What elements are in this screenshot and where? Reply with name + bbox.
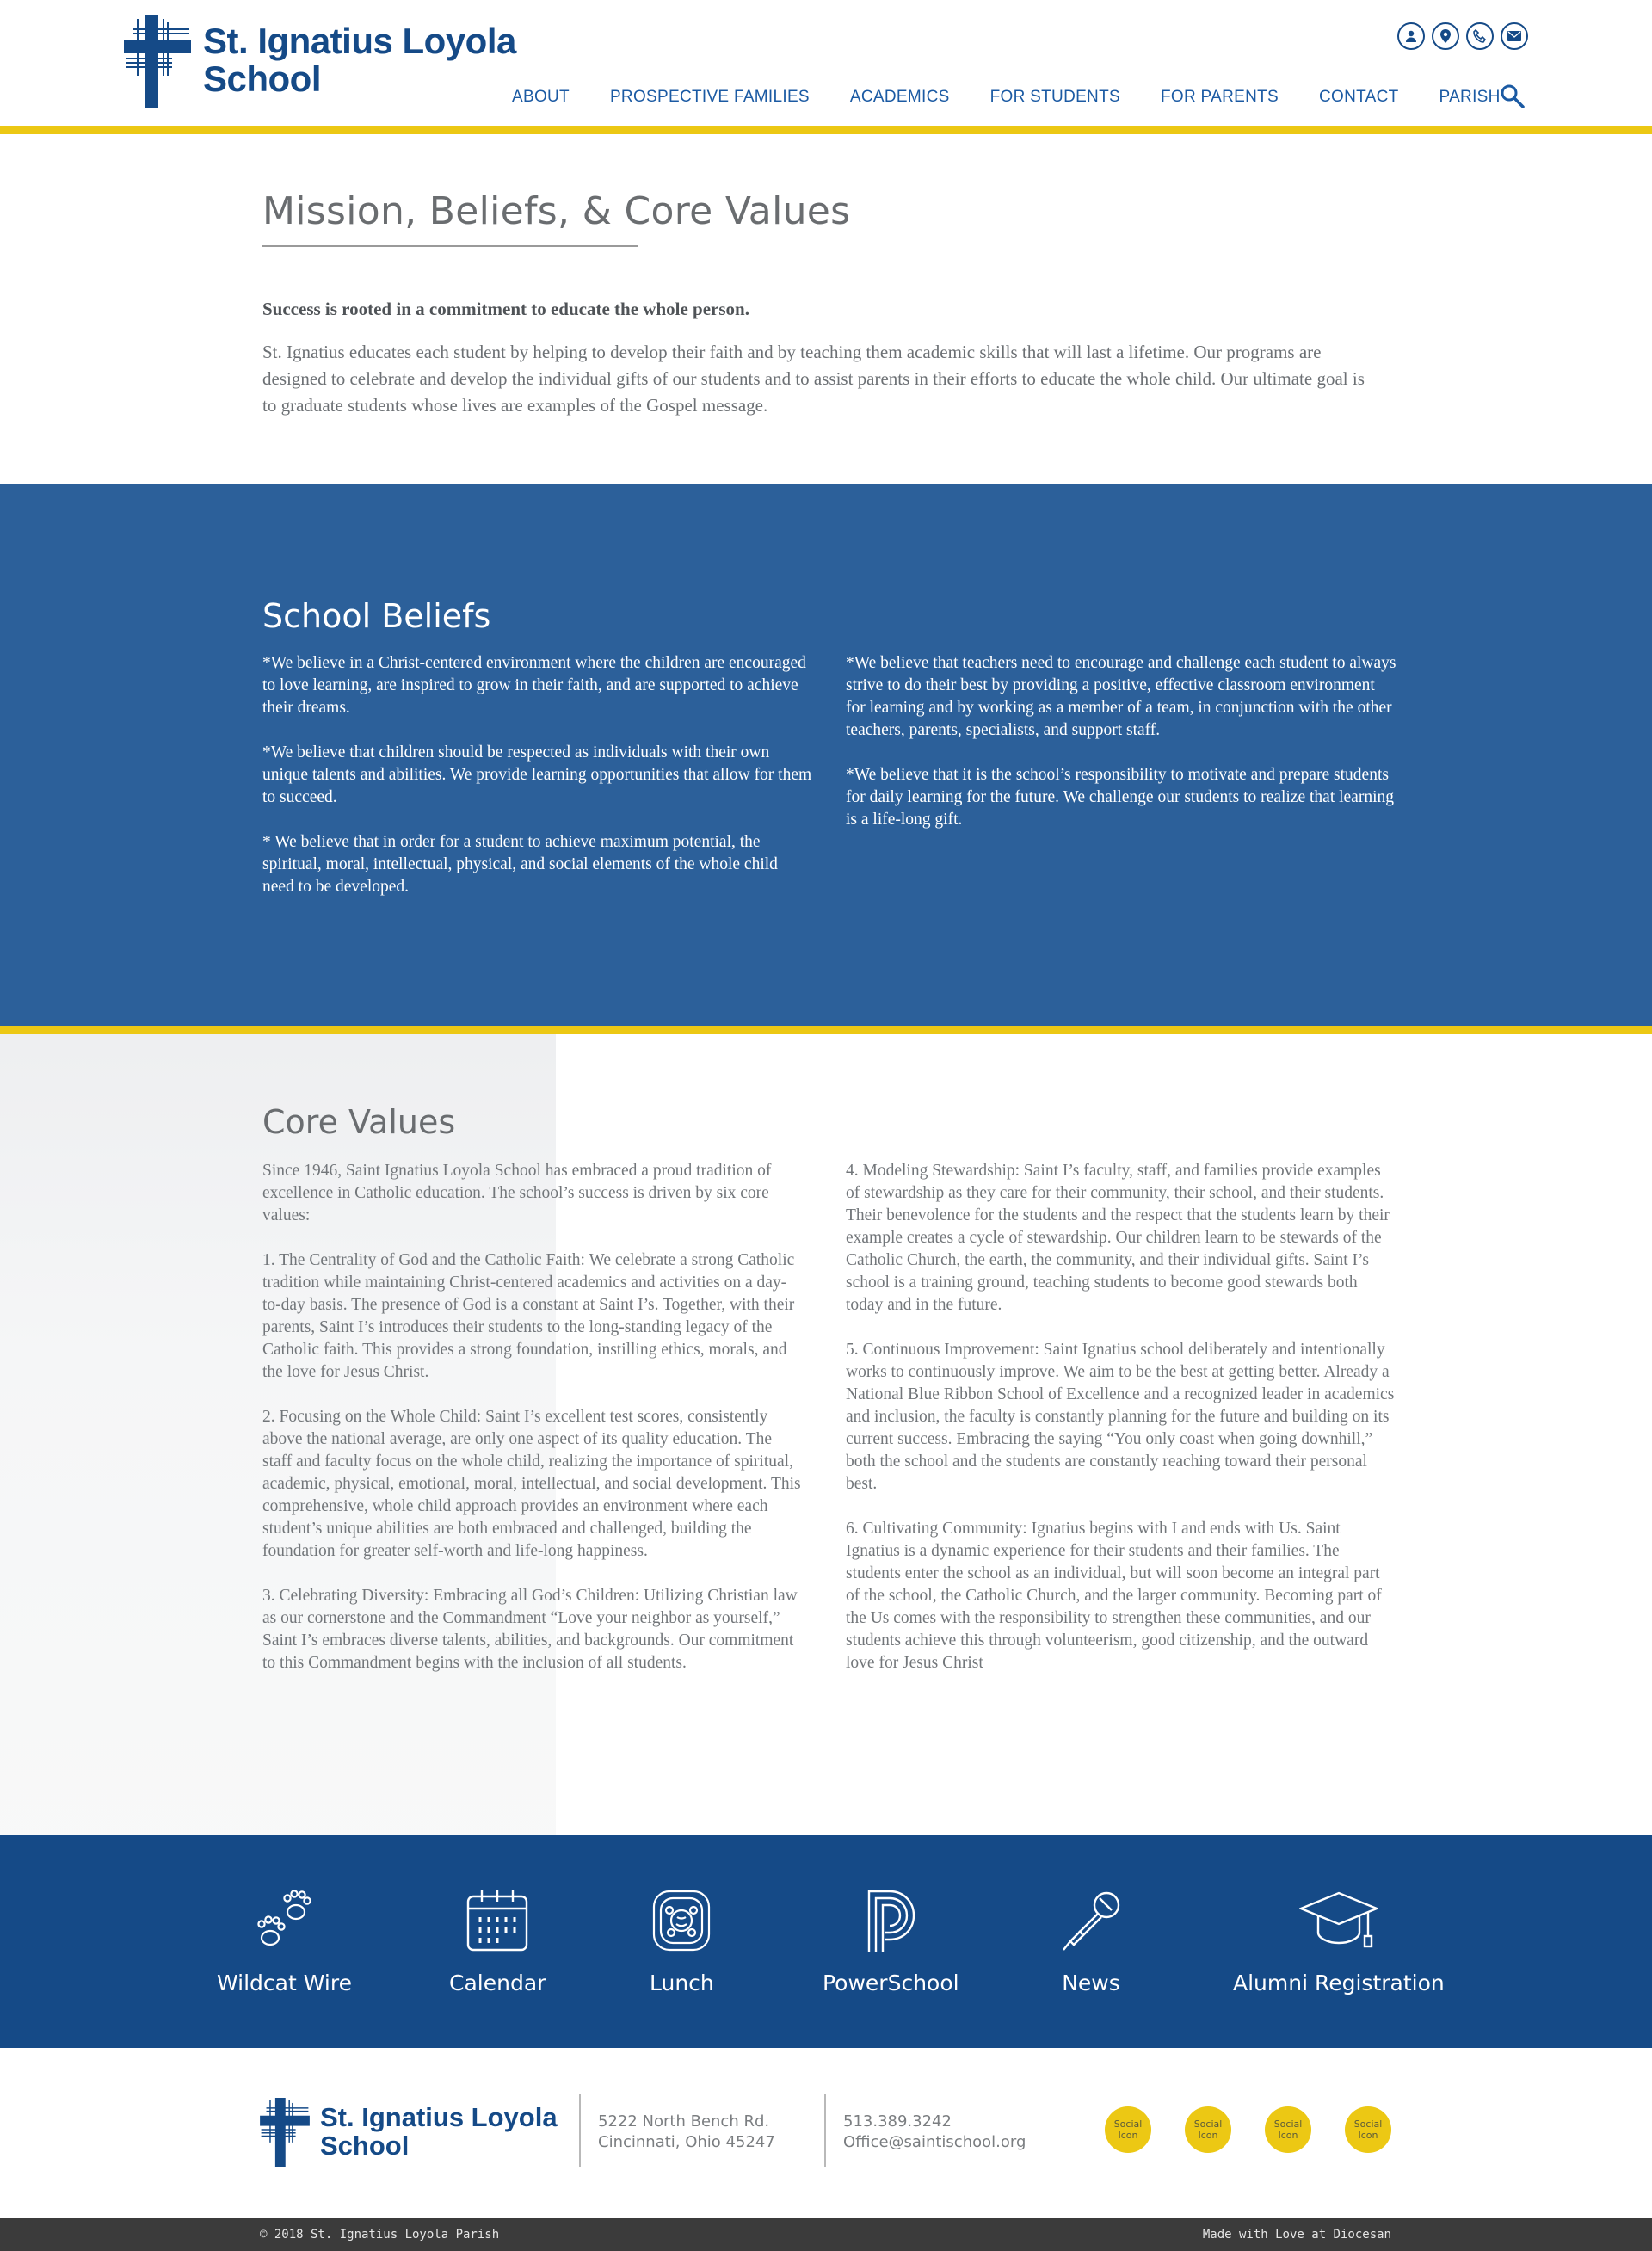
beliefs-accent-rule (0, 1026, 1652, 1034)
belief-item: *We believe that children should be respected as individuals with their own unique talents and abilities. We provide learning opportunities that allow for them to succeed. (262, 743, 812, 806)
header-accent-rule (0, 126, 1652, 134)
quick-link-wildcat-wire[interactable] (217, 1888, 352, 1995)
title-underline (262, 245, 638, 247)
nav-academics[interactable]: ACADEMICS (849, 88, 950, 106)
quick-link-lunch[interactable] (650, 1888, 714, 1995)
nav-for-parents[interactable]: FOR PARENTS (1160, 88, 1279, 106)
credit-link[interactable]: Made with Love at Diocesan (1202, 2228, 1391, 2242)
quick-link-label: Lunch (650, 1970, 714, 1995)
beliefs-heading: School Beliefs (262, 597, 491, 635)
belief-item: * We believe that in order for a student to achieve maximum potential, the spiritual, moral, intellectual, physical, and social elements of the whole child need to be developed. (262, 833, 778, 896)
footer-address (598, 2112, 775, 2153)
core-value-paragraph: 1. The Centrality of God and the Catholic Faith: We celebrate a strong Catholic tradition while maintaining Christ-centered academics and activities on a day-to-day basis. The presence of God is a constant at Saint I’s. Together, with their parents, Saint I’s introduces their students to the long-standing legacy of the Catholic faith. This provides a strong foundation, instilling ethics, morals, and the love for Jesus Christ. (262, 1251, 795, 1381)
site-header (0, 0, 1652, 126)
core-value-paragraph: 5. Continuous Improvement: Saint Ignatius school deliberately and intentionally works to continuously improve. We aim to be the best at getting better. Already a National Blue Ribbon School of Excellence and a recognized leader in academics and inclusion, the faculty is constantly planning for the future and building on its current success. Embracing the saying “You only coast when going downhill,” both the school and the students are constantly reaching toward their personal best. (846, 1341, 1395, 1493)
cross-logo-icon (124, 15, 191, 108)
site-logo[interactable] (124, 15, 516, 108)
belief-item: *We believe that teachers need to encourage and challenge each student to always strive to do their best by providing a positive, effective classroom environment for learning and by working as a member of a team, in conjunction with the other teachers, parents, specialists, and support staff. (846, 654, 1396, 739)
address-line-2: Cincinnati, Ohio 45247 (598, 2133, 775, 2151)
quick-link-calendar[interactable] (449, 1888, 546, 1995)
core-value-paragraph: Since 1946, Saint Ignatius Loyola School has embraced a proud tradition of excellence in Catholic education. The school’s success is driven by six core values: (262, 1162, 772, 1224)
copyright-bar (0, 2218, 1652, 2251)
address-line-1: 5222 North Bench Rd. (598, 2112, 770, 2131)
cross-logo-icon (260, 2098, 310, 2167)
quick-link-label: News (1062, 1970, 1120, 1995)
belief-item: *We believe in a Christ-centered environment where the children are encouraged to love learning, are inspired to grow in their faith, and are supported to achieve their dreams. (262, 654, 806, 717)
phone-icon[interactable] (1466, 22, 1494, 50)
footer-logo[interactable] (260, 2098, 558, 2167)
quick-link-alumni-registration[interactable] (1233, 1888, 1445, 1995)
core-values-section (0, 1034, 1652, 1835)
main-nav (512, 88, 1541, 107)
nav-for-students[interactable]: FOR STUDENTS (989, 88, 1120, 106)
nav-about[interactable]: ABOUT (512, 88, 570, 106)
nav-contact[interactable]: CONTACT (1318, 88, 1399, 106)
footer-email[interactable]: Office@saintischool.org (843, 2133, 1026, 2151)
school-beliefs-section (0, 484, 1652, 1026)
calendar-icon (465, 1888, 530, 1953)
social-icon[interactable]: Social Icon (1105, 2106, 1151, 2153)
top-utility-icons (1397, 22, 1528, 50)
microphone-icon (1058, 1888, 1124, 1953)
mail-icon[interactable] (1501, 22, 1528, 50)
social-icon[interactable]: Social Icon (1345, 2106, 1391, 2153)
core-value-paragraph: 3. Celebrating Diversity: Embracing all God’s Children: Utilizing Christian law as our cornerstone and the Commandment “Love your neighbor as yourself,” Saint I’s embraces diverse talents, abilities, and backgrounds. Our commitment to this Commandment begins with the inclusion of all students. (262, 1587, 798, 1672)
user-icon[interactable] (1397, 22, 1425, 50)
logo-name-line1: St. Ignatius Loyola (203, 21, 516, 61)
footer-logo-line1: St. Ignatius Loyola (320, 2102, 558, 2132)
mission-lead: Success is rooted in a commitment to educate the whole person. (262, 299, 749, 319)
social-icon[interactable]: Social Icon (1265, 2106, 1311, 2153)
paw-prints-icon (250, 1888, 318, 1953)
mission-section (0, 134, 1652, 484)
quick-links-bar (0, 1835, 1652, 2048)
nav-prospective-families[interactable]: PROSPECTIVE FAMILIES (609, 88, 810, 106)
beliefs-left-column (262, 652, 813, 921)
footer-divider (824, 2094, 826, 2167)
quick-link-label: Alumni Registration (1233, 1970, 1445, 1995)
mission-body: St. Ignatius educates each student by helping to develop their faith and by teaching them academic skills that will last a lifetime. Our programs are designed to celebrate and develop the individual gifts of our students and to assist parents in their efforts to educate the whole child. Our ultimate goal is to graduate students whose lives are examples of the Gospel message. (262, 342, 1365, 416)
core-value-paragraph: 6. Cultivating Community: Ignatius begins with I and ends with Us. Saint Ignatius is a dynamic experience for their students and their families. The students enter the school as an individual, but will soon become an integral part of the school, the Catholic Church, and the larger community. Becoming part of the Us comes with the responsibility to strengthen these communities, and our students achieve this through volunteerism, good citizenship, and the outward love for Jesus Christ (846, 1520, 1382, 1672)
social-icon[interactable]: Social Icon (1185, 2106, 1231, 2153)
quick-link-label: PowerSchool (823, 1970, 959, 1995)
map-pin-icon[interactable] (1432, 22, 1459, 50)
core-value-paragraph: 2. Focusing on the Whole Child: Saint I’s excellent test scores, consistently above the national average, are only one aspect of its quality education. The staff and faculty focus on the whole child, realizing the importance of spiritual, academic, physical, emotional, moral, intellectual, and social development. This comprehensive, whole child approach provides an environment where each student’s unique abilities are both embraced and challenged, building the foundation for greater self-worth and life-long happiness. (262, 1408, 801, 1560)
core-values-right-column (846, 1160, 1396, 1697)
lunch-icon (650, 1888, 712, 1953)
quick-link-label: Calendar (449, 1970, 546, 1995)
belief-item: *We believe that it is the school’s responsibility to motivate and prepare students for daily learning for the future. We challenge our students to realize that learning is a life-long gift. (846, 766, 1394, 829)
quick-link-news[interactable] (1058, 1888, 1124, 1995)
graduation-cap-icon (1299, 1888, 1378, 1953)
footer-phone[interactable]: 513.389.3242 (843, 2112, 952, 2131)
core-values-left-column (262, 1160, 804, 1697)
page-title: Mission, Beliefs, & Core Values (262, 189, 851, 233)
quick-link-powerschool[interactable] (823, 1888, 959, 1995)
site-footer (0, 2048, 1652, 2218)
core-values-heading: Core Values (262, 1103, 456, 1141)
core-value-paragraph: 4. Modeling Stewardship: Saint I’s faculty, staff, and families provide examples of stewardship as they care for their community, their school, and their students. Their benevolence for the students and the respect that the students learn by their example creates a cycle of stewardship. Our children learn to be stewards of the Catholic Church, the earth, the community, and their individual gifts. Saint I’s school is a training ground, teaching students to become good stewards both today and in the future. (846, 1162, 1390, 1314)
copyright-text: © 2018 St. Ignatius Loyola Parish (260, 2228, 500, 2242)
footer-logo-line2: School (320, 2131, 410, 2161)
search-icon[interactable] (1499, 83, 1526, 110)
powerschool-icon (862, 1888, 919, 1953)
beliefs-right-column (846, 652, 1396, 854)
nav-parish[interactable]: PARISH (1439, 88, 1501, 106)
footer-contact (843, 2112, 1026, 2153)
logo-name-line2: School (203, 59, 322, 99)
footer-divider (579, 2094, 581, 2167)
quick-link-label: Wildcat Wire (217, 1970, 352, 1995)
